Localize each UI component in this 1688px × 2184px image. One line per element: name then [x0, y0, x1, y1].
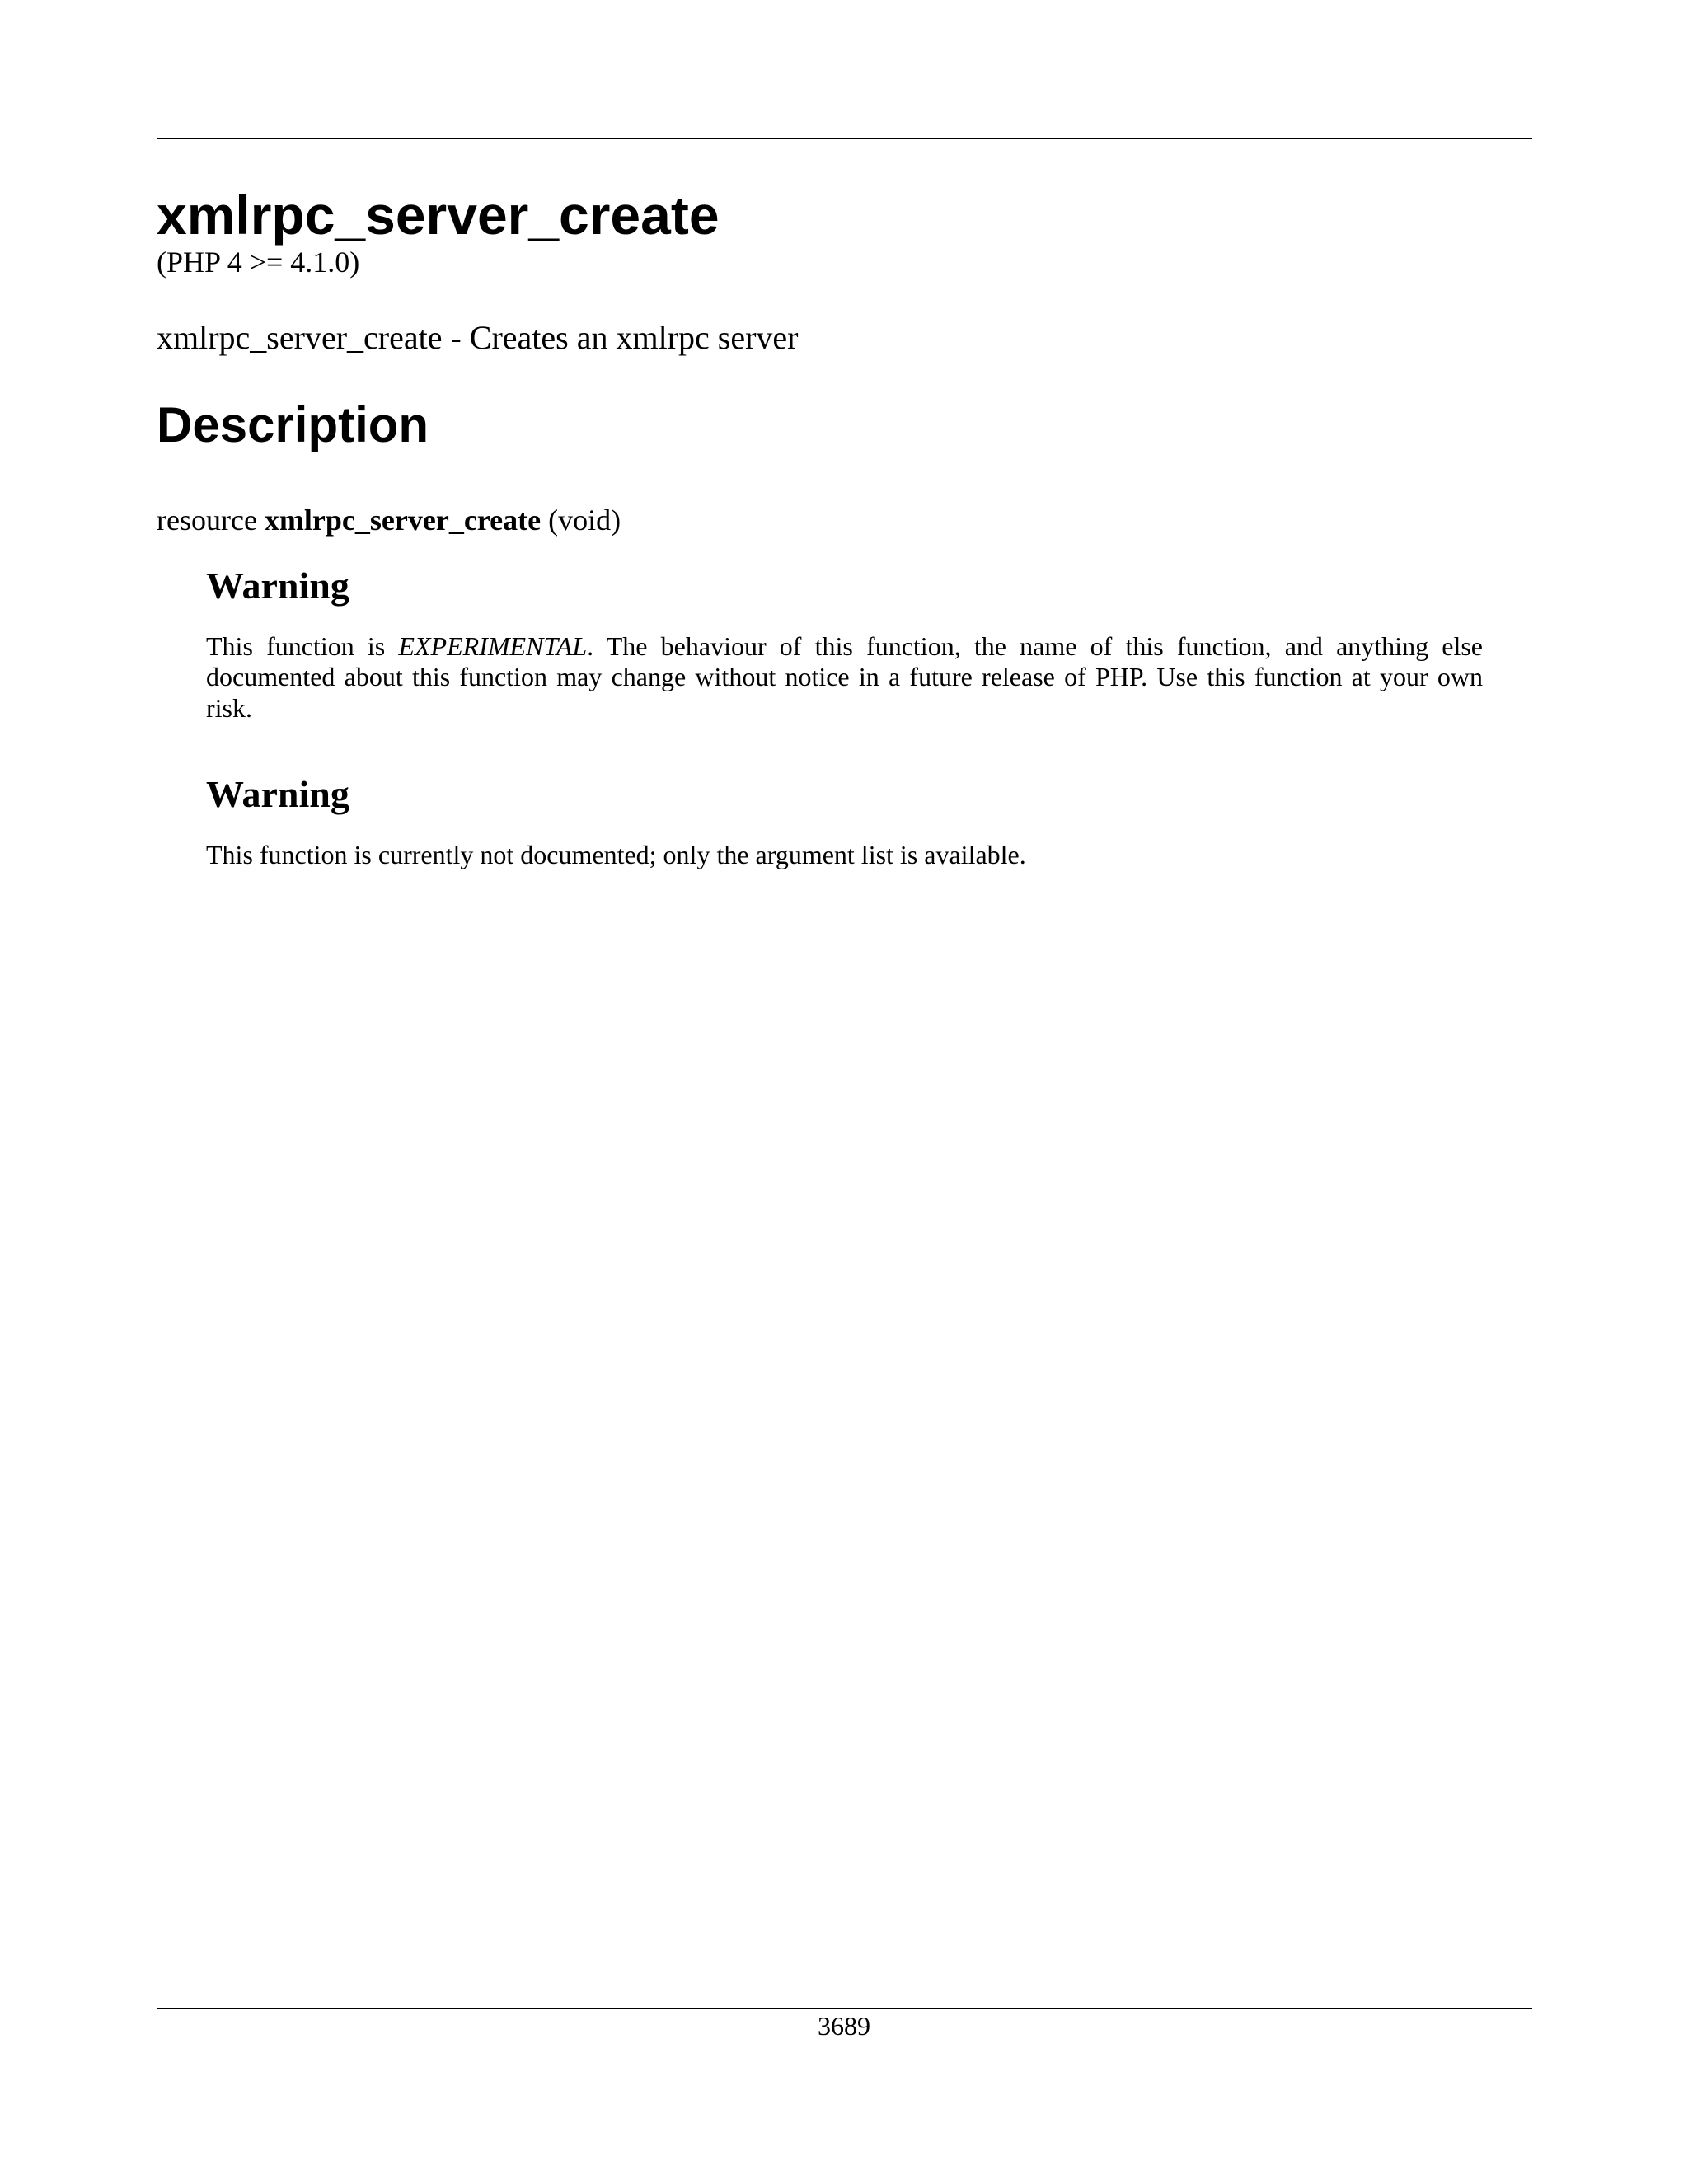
warning-heading: Warning — [206, 565, 349, 607]
warning-text-start: This function is — [206, 631, 399, 662]
warning-undocumented — [206, 771, 1483, 870]
page-number: 3689 — [818, 2011, 870, 2041]
warning-emphasis: EXPERIMENTAL — [398, 631, 588, 662]
function-name: xmlrpc_server_create — [264, 503, 542, 537]
header-rule — [157, 138, 1532, 139]
return-type: resource — [157, 503, 257, 537]
description-heading: Description — [157, 396, 429, 452]
warning-text — [206, 631, 1483, 723]
warning-text: This function is currently not documented; only the argument list is available. — [206, 839, 1026, 869]
warning-experimental — [206, 563, 1483, 724]
version-info: (PHP 4 >= 4.1.0) — [157, 245, 360, 279]
function-params: (void) — [548, 503, 621, 537]
function-synopsis — [157, 503, 1532, 538]
page-content — [157, 185, 1532, 870]
warning-heading: Warning — [206, 772, 349, 815]
warning-text-end: . The behaviour of this function, the name of this function, and anything else documented about this function may change without notice in a future release of PHP. Use this function at your own risk. — [206, 631, 1484, 723]
function-purpose: xmlrpc_server_create - Creates an xmlrpc server — [157, 318, 799, 356]
page-title: xmlrpc_server_create — [157, 185, 720, 246]
